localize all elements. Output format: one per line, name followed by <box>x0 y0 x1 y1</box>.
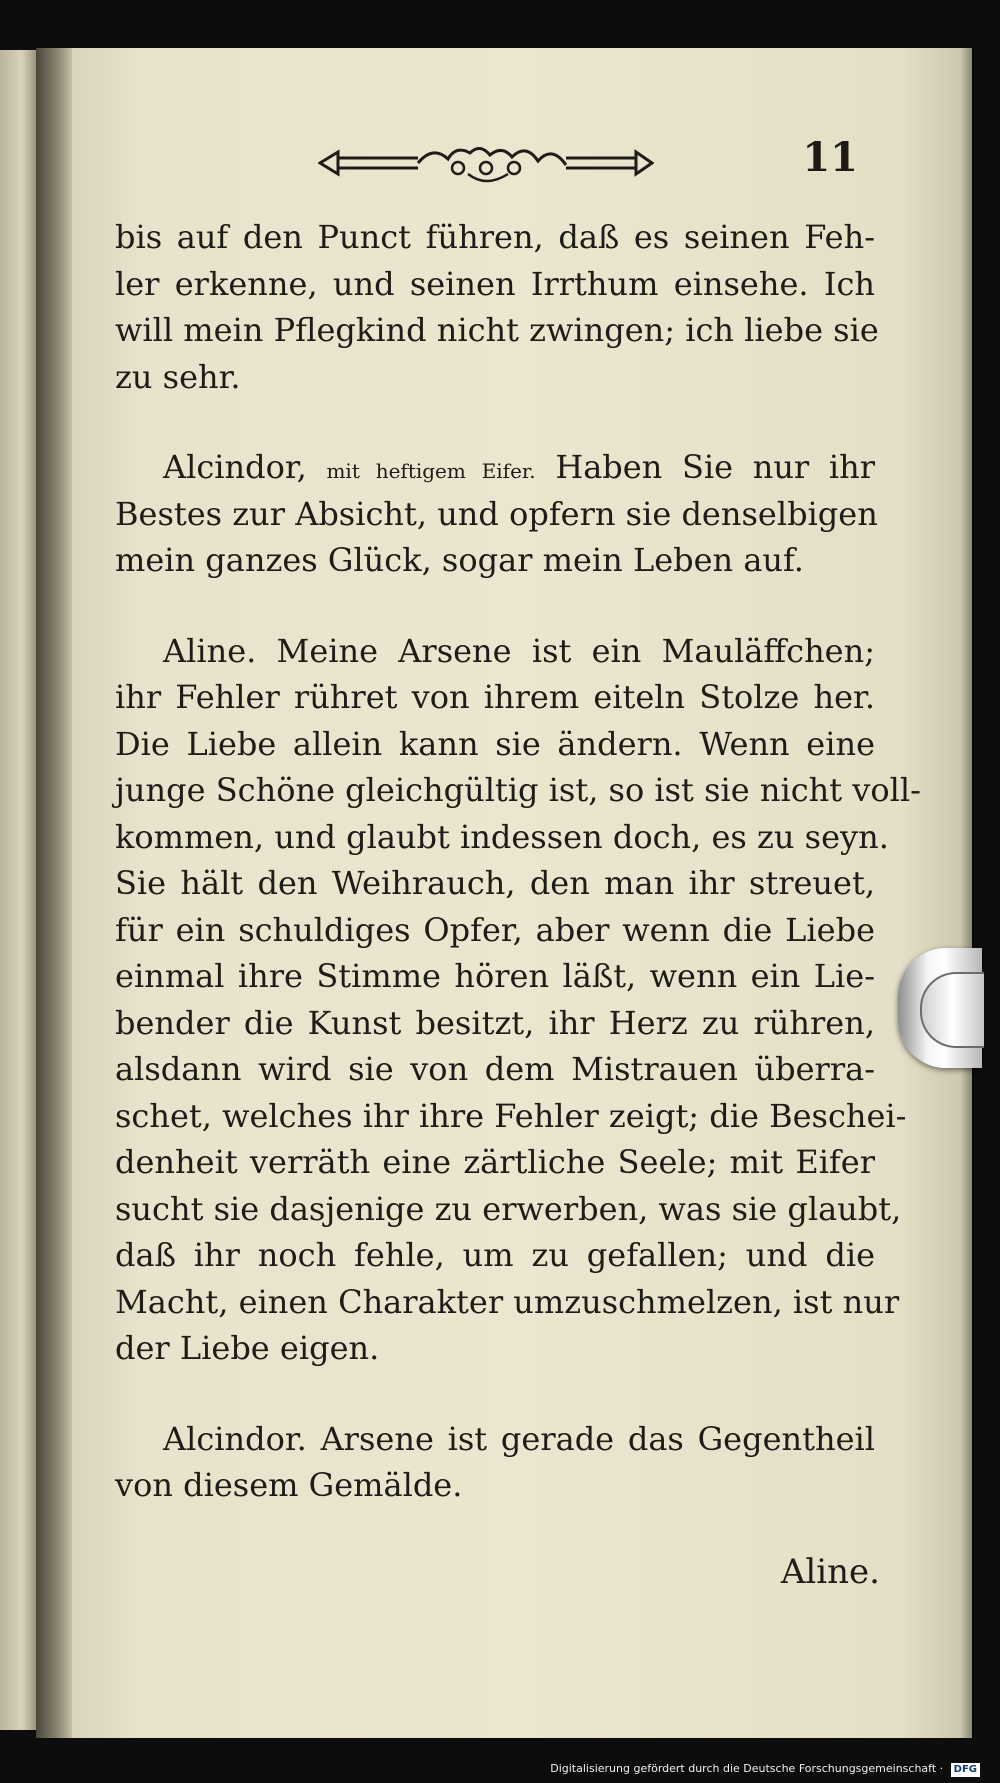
stage-direction: mit heftigem Eifer. <box>326 459 536 483</box>
text-line <box>115 444 875 491</box>
text-line: bender die Kunst besitzt, ihr Herz zu rühren, <box>115 1003 875 1042</box>
text-line: Aline. Meine Arsene ist ein Mauläffchen; <box>163 631 875 670</box>
text-line: daß ihr noch fehle, um zu gefallen; und die <box>115 1236 875 1274</box>
text-line: junge Schöne gleichgültig ist, so ist sie nicht voll- <box>115 771 921 809</box>
text-line: ihr Fehler rühret von ihrem eiteln Stolze her. <box>115 678 875 716</box>
paragraph-gap <box>115 584 875 628</box>
adjacent-page-edge <box>0 50 36 1730</box>
text-line: Alcindor. Arsene ist gerade das Gegentheil <box>163 1419 875 1458</box>
paragraph-gap <box>115 400 875 444</box>
text-line: zu sehr. <box>115 357 241 396</box>
credit-text: Digitalisierung gefördert durch die Deutsche Forschungsgemeinschaft · <box>550 1762 944 1775</box>
speaker-name: Alcindor, <box>163 448 307 486</box>
text-line: sucht sie dasjenige zu erwerben, was sie glaubt, <box>115 1189 902 1228</box>
page-edge-shadow <box>960 48 974 1738</box>
text-line: schet, welches ihr ihre Fehler zeigt; die Beschei- <box>115 1096 907 1135</box>
text-line: mein ganzes Glück, sogar mein Leben auf. <box>115 541 804 579</box>
header-ornament <box>318 138 654 188</box>
page-number: 11 <box>802 134 858 181</box>
catchword: Aline. <box>780 1552 880 1592</box>
text-line: ler erkenne, und seinen Irrthum einsehe. Ich <box>115 264 875 303</box>
text-line: Bestes zur Absicht, und opfern sie denselbigen <box>115 494 878 533</box>
text-line: für ein schuldiges Opfer, aber wenn die Liebe <box>115 910 875 949</box>
digitization-credit <box>520 1760 980 1778</box>
paragraph-gap <box>115 1372 875 1416</box>
dfg-logo: DFG <box>951 1763 980 1777</box>
text-line: kommen, und glaubt indessen doch, es zu seyn. <box>115 817 889 856</box>
line-text: Haben Sie nur ihr <box>555 448 876 486</box>
text-line: Sie hält den Weihrauch, den man ihr streuet, <box>115 864 875 902</box>
page-text <box>115 214 921 1509</box>
book-gutter <box>36 48 76 1738</box>
text-line: denheit verräth eine zärtliche Seele; mit Eifer <box>115 1143 875 1181</box>
text-line: Macht, einen Charakter umzuschmelzen, ist nur <box>115 1282 900 1321</box>
text-line: bis auf den Punct führen, daß es seinen Feh- <box>115 218 875 256</box>
text-line: der Liebe eigen. <box>115 1329 380 1367</box>
text-line: einmal ihre Stimme hören läßt, wenn ein Lie- <box>115 957 875 995</box>
text-line: von diesem Gemälde. <box>115 1466 463 1504</box>
page-clip <box>898 948 982 1068</box>
text-line: alsdann wird sie von dem Mistrauen überra- <box>115 1050 875 1088</box>
text-line: Die Liebe allein kann sie ändern. Wenn eine <box>115 724 875 763</box>
text-line: will mein Pflegkind nicht zwingen; ich liebe sie <box>115 311 879 349</box>
